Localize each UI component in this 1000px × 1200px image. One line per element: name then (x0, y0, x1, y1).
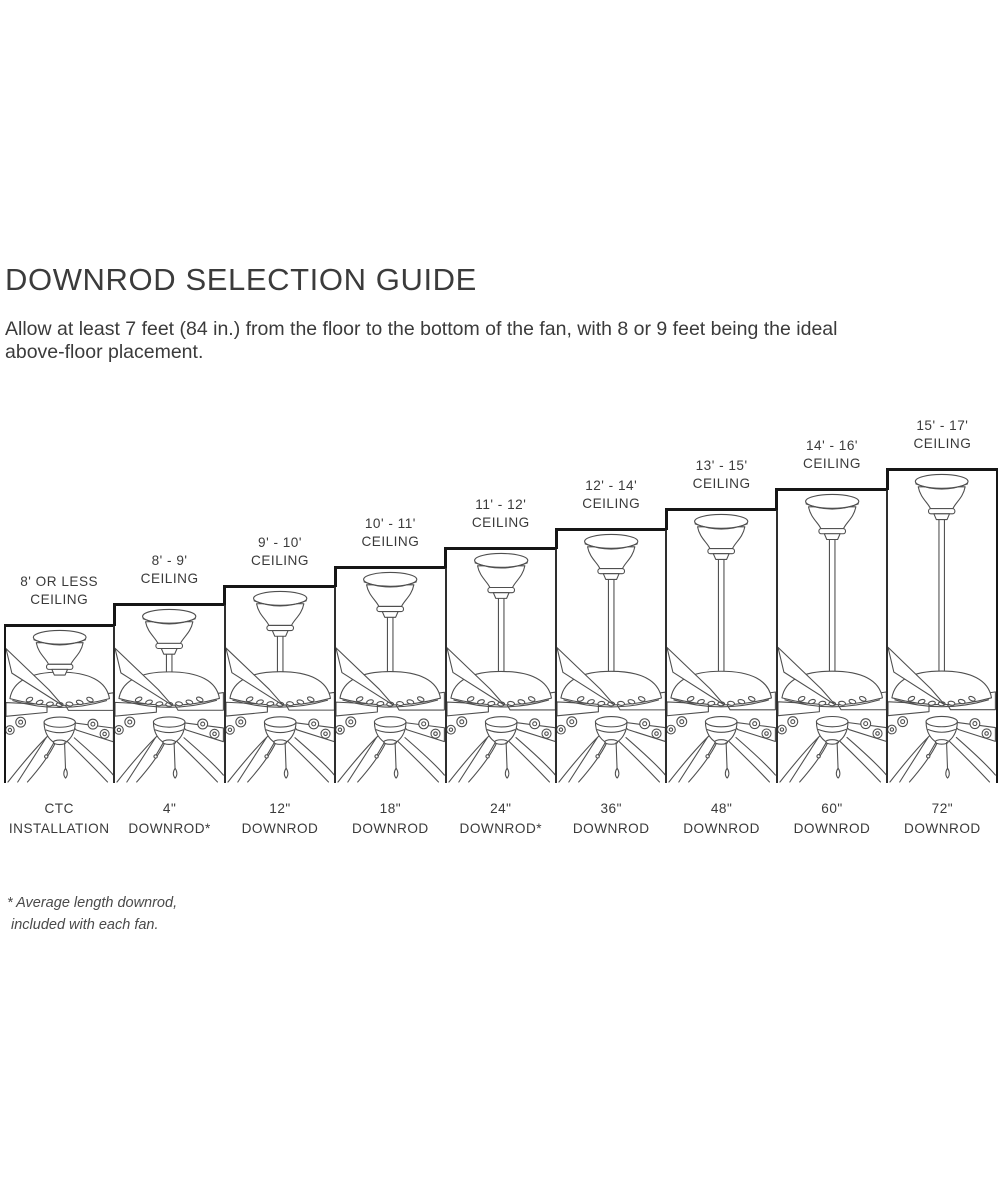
downrod-word: DOWNROD* (459, 820, 543, 836)
staircase-step-line (113, 603, 116, 626)
downrod-size-label-3 (225, 799, 335, 838)
fan-canopy (474, 553, 527, 598)
downrod-word: DOWNROD (572, 820, 650, 836)
fan-panel-6 (556, 528, 666, 783)
ceiling-word: CEILING (582, 495, 641, 511)
downrod-size: 60" (821, 801, 843, 816)
fan-panel-9 (887, 468, 997, 783)
fan-switch-cup (816, 716, 848, 744)
intro-line-1: Allow at least 7 feet (84 in.) from the floor to the bottom of the fan, with 8 or 9 feet being the ideal (5, 318, 838, 340)
ceiling-fan-illustration (667, 511, 775, 783)
downrod-size: 36" (600, 801, 622, 816)
ceiling-fan-illustration (557, 531, 665, 783)
fan-pull-chains (927, 742, 950, 778)
fan-downrod (498, 589, 504, 678)
downrod-word: DOWNROD (352, 820, 429, 836)
fan-canopy (253, 591, 306, 636)
footnote-line-1: * Average length downrod, (7, 895, 178, 911)
ceiling-height-label-3 (225, 534, 335, 569)
fan-switch-cup (485, 717, 517, 745)
staircase-step-line (775, 488, 778, 510)
ceiling-height-label-1 (4, 573, 114, 608)
fan-switch-cup (154, 717, 186, 745)
ceiling-height-label-8 (777, 437, 887, 472)
footnote-line-2: included with each fan. (11, 917, 159, 933)
ceiling-range: 12' - 14' (585, 478, 638, 493)
fan-canopy (143, 609, 196, 654)
ceiling-range: 13' - 15' (695, 458, 748, 473)
fan-downrod (608, 571, 614, 679)
fan-pull-chains (596, 742, 619, 778)
ceiling-word: CEILING (140, 570, 199, 586)
ceiling-fan-illustration (778, 491, 886, 783)
ceiling-word: CEILING (803, 455, 861, 471)
fan-canopy (695, 514, 748, 559)
fan-switch-cup (375, 717, 407, 745)
downrod-size: 4" (162, 801, 177, 816)
fan-switch-cup (926, 716, 957, 744)
fan-switch-cup (44, 717, 75, 744)
downrod-size: 24" (490, 801, 512, 816)
downrod-size: CTC (44, 801, 74, 816)
staircase-step-line (886, 468, 889, 490)
ceiling-range: 8' OR LESS (20, 574, 99, 589)
fan-canopy (364, 572, 417, 617)
fan-switch-cup (264, 717, 296, 745)
downrod-word: DOWNROD (683, 820, 760, 836)
downrod-size-label-9 (887, 799, 997, 838)
ceiling-fan-illustration (336, 569, 444, 783)
ceiling-height-label-2 (114, 552, 224, 587)
ceiling-height-label-9 (887, 417, 997, 452)
fan-canopy (916, 474, 969, 519)
downrod-size-label-1 (4, 799, 114, 838)
ceiling-word: CEILING (251, 552, 309, 568)
ceiling-range: 10' - 11' (364, 516, 416, 531)
ceiling-range: 9' - 10' (258, 535, 302, 550)
page-title: DOWNROD SELECTION GUIDE (5, 262, 477, 297)
ceiling-height-label-6 (556, 477, 666, 512)
downrod-size-label-8 (777, 799, 887, 838)
fan-panel-5 (446, 547, 556, 783)
downrod-size: 72" (931, 801, 954, 816)
ceiling-word: CEILING (30, 591, 89, 607)
ceiling-range: 15' - 17' (916, 418, 969, 433)
fan-pull-chains (154, 743, 177, 778)
fan-panel-4 (335, 566, 445, 783)
ceiling-word: CEILING (361, 533, 420, 549)
downrod-word: DOWNROD (241, 820, 319, 836)
footnote (7, 892, 177, 936)
ceiling-fan-illustration (115, 606, 223, 783)
staircase-step-line (665, 508, 668, 530)
fan-pull-chains (486, 743, 509, 779)
fan-panel-7 (666, 508, 776, 783)
fan-downrod (388, 608, 394, 678)
fan-pull-chains (706, 742, 729, 778)
ceiling-range: 11' - 12' (475, 497, 527, 512)
ceiling-height-label-7 (666, 457, 776, 492)
fan-panel-1 (4, 624, 114, 783)
ceiling-height-label-4 (335, 515, 445, 550)
fan-pull-chains (817, 742, 840, 778)
ceiling-word: CEILING (692, 475, 751, 491)
downrod-size-label-5 (446, 799, 556, 838)
fan-panel-3 (225, 585, 335, 783)
downrod-word: DOWNROD (904, 820, 981, 836)
fan-pull-chains (265, 743, 288, 778)
downrod-word: INSTALLATION (8, 820, 110, 836)
ceiling-word: CEILING (471, 514, 530, 530)
fan-downrod (939, 511, 944, 678)
fan-panel-2 (114, 603, 224, 783)
ceiling-fan-illustration (888, 471, 995, 783)
fan-downrod (719, 551, 725, 679)
ceiling-word: CEILING (913, 435, 972, 451)
fan-canopy (33, 630, 86, 675)
intro-text (5, 318, 837, 364)
intro-line-2: above-floor placement. (5, 341, 204, 363)
staircase-step-line (444, 547, 447, 568)
fan-panel-8 (777, 488, 887, 783)
downrod-size-label-7 (666, 799, 776, 838)
ceiling-range: 8' - 9' (151, 553, 188, 568)
staircase-step-line (223, 585, 226, 605)
downrod-staircase-diagram (0, 405, 1000, 845)
downrod-word: DOWNROD* (128, 820, 211, 836)
fan-pull-chains (375, 743, 398, 779)
downrod-size-label-4 (335, 799, 445, 838)
fan-pull-chains (45, 743, 68, 778)
fan-switch-cup (706, 717, 738, 745)
fan-downrod (829, 531, 835, 678)
staircase-step-line (555, 528, 558, 549)
ceiling-height-label-5 (446, 496, 556, 531)
ceiling-fan-illustration (6, 627, 113, 783)
fan-canopy (585, 534, 638, 579)
ceiling-range: 14' - 16' (805, 438, 858, 453)
downrod-size: 18" (379, 801, 402, 816)
downrod-word: DOWNROD (793, 820, 871, 836)
downrod-size-label-6 (556, 799, 666, 838)
downrod-size: 48" (710, 801, 733, 816)
downrod-size: 12" (269, 801, 291, 816)
fan-canopy (805, 494, 858, 539)
staircase-step-line (334, 566, 337, 587)
fan-switch-cup (595, 717, 627, 745)
downrod-size-label-2 (114, 799, 224, 838)
ceiling-fan-illustration (226, 588, 334, 783)
ceiling-fan-illustration (447, 550, 555, 783)
